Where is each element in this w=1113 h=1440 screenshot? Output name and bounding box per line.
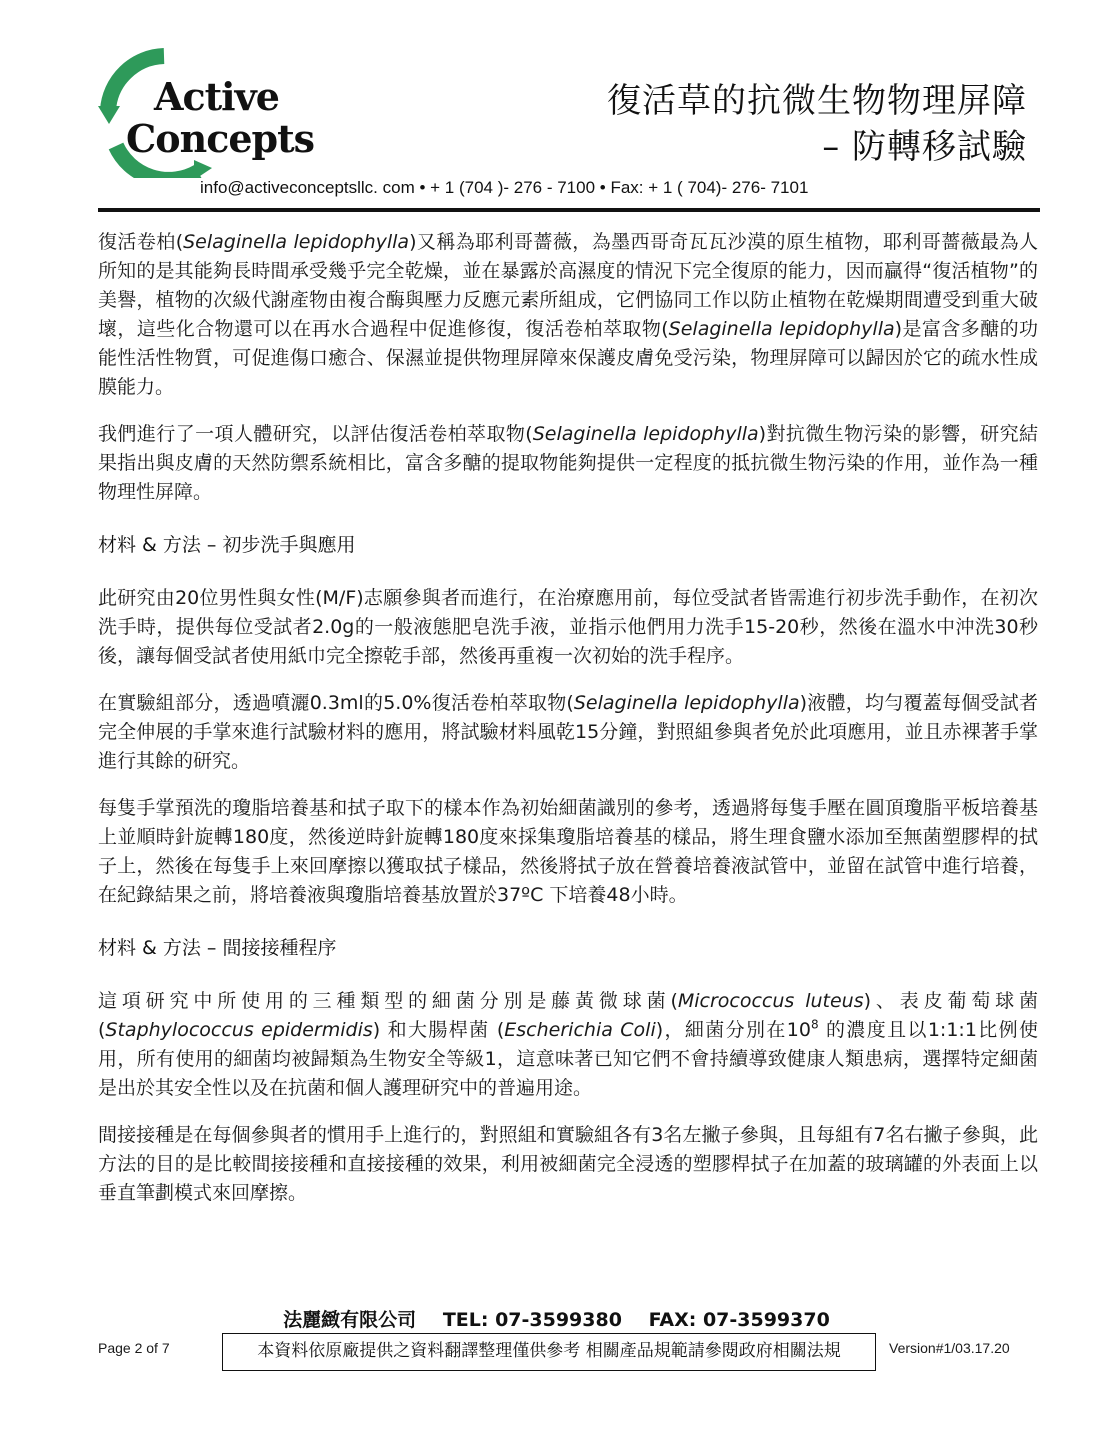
species-name: Selaginella lepidophylla — [532, 423, 759, 445]
active-concepts-logo — [98, 48, 318, 178]
document-body — [98, 228, 1038, 1226]
disclaimer-box: 本資料依原廠提供之資料翻譯整理僅供參考 相關產品規範請參閱政府相關法規 — [222, 1333, 876, 1371]
section1-paragraph-1: 此研究由20位男性與女性(M/F)志願參與者而進行，在治療應用前，每位受試者皆需進行初步洗手動作，在初次洗手時，提供每位受試者2.0g的一般液態肥皂洗手液，並指示他們用力洗手15-20秒，然後在溫水中沖洗30秒後，讓每個受試者使用紙巾完全擦乾手部，然後再重複一次初始的洗手程序。 — [98, 587, 1038, 667]
header-divider — [98, 208, 1040, 212]
species-name: Escherichia Coli — [504, 1019, 656, 1041]
species-name: Selaginella lepidophylla — [573, 692, 800, 714]
company-fax: FAX: 07-3599370 — [648, 1309, 830, 1331]
species-name: Selaginella lepidophylla — [668, 318, 895, 340]
intro-paragraph-2: 我們進行了一項人體研究，以評估復活卷柏萃取物(Selaginella lepidophylla)對抗微生物污染的影響，研究結果指出與皮膚的天然防禦系統相比，富含多醣的提取物能夠提供一定程度的抵抗微生物污染的作用，並作為一種物理性屏障。 — [98, 423, 1038, 503]
logo-text-active: Active — [154, 74, 279, 119]
footer-company-line — [0, 1305, 1113, 1332]
exponent: 8 — [810, 1017, 819, 1032]
section1-paragraph-3: 每隻手掌預洗的瓊脂培養基和拭子取下的樣本作為初始細菌識別的參考，透過將每隻手壓在圓頂瓊脂平板培養基上並順時針旋轉180度，然後逆時針旋轉180度來採集瓊脂培養基的樣品，將生理食鹽水添加至無菌塑膠桿的拭子上，然後在每隻手上來回摩擦以獲取拭子樣品，然後將拭子放在營養培養液試管中，並留在試管中進行培養，在紀錄結果之前，將培養液與瓊脂培養基放置於37ºC 下培養48小時。 — [98, 797, 1038, 906]
company-name: 法麗緻有限公司 — [283, 1309, 417, 1331]
species-name: Selaginella lepidophylla — [183, 231, 410, 253]
page-header — [0, 0, 1113, 215]
title-line-1: 復活草的抗微生物物理屏障 — [607, 81, 1027, 121]
section2-paragraph-1: 這項研究中所使用的三種類型的細菌分別是藤黃微球菌(Micrococcus luteus)、表皮葡萄球菌(Staphylococcus epidermidis) 和大腸桿菌 (Escherichia Coli)，細菌分別在$10^8$ 的濃度且以1:1:1比例使用，所有使用的細菌均被歸類為生物安全等級1，這意味著已知它們不會持續導致健康人類患病，選擇特定細菌是出於其安全性以及在抗菌和個人護理研究中的普遍用途。 — [98, 990, 1039, 1099]
section-heading-initial-handwash: 材料 & 方法 – 初步洗手與應用 — [98, 534, 356, 556]
section1-paragraph-2: 在實驗組部分，透過噴灑0.3ml的5.0%復活卷柏萃取物(Selaginella lepidophylla)液體，均勻覆蓋每個受試者完全伸展的手掌來進行試驗材料的應用，將試驗材料風乾15分鐘，對照組參與者免於此項應用，並且赤裸著手掌進行其餘的研究。 — [98, 692, 1039, 772]
section-heading-indirect-inoculation: 材料 & 方法 – 間接接種程序 — [98, 937, 337, 959]
version-label: Version#1/03.17.20 — [889, 1340, 1010, 1356]
document-title — [607, 78, 1027, 170]
company-tel: TEL: 07-3599380 — [442, 1309, 622, 1331]
species-name: Staphylococcus epidermidis — [105, 1019, 373, 1041]
title-line-2: – 防轉移試驗 — [822, 127, 1027, 167]
contact-info: info@activeconceptsllc. com • + 1 (704 )- 276 - 7100 • Fax: + 1 ( 704)- 276- 7101 — [200, 178, 809, 197]
section2-paragraph-2: 間接接種是在每個參與者的慣用手上進行的，對照組和實驗組各有3名左撇子參與，且每組有7名右撇子參與，此方法的目的是比較間接接種和直接接種的效果，利用被細菌完全浸透的塑膠桿拭子在加蓋的玻璃罐的外表面上以垂直筆劃模式來回摩擦。 — [98, 1124, 1038, 1204]
page-number: Page 2 of 7 — [98, 1340, 170, 1356]
logo-text-concepts: Concepts — [126, 116, 315, 161]
intro-paragraph-1: 復活卷柏(Selaginella lepidophylla)又稱為耶利哥薔薇，為墨西哥奇瓦瓦沙漠的原生植物，耶利哥薔薇最為人所知的是其能夠長時間承受幾乎完全乾燥，並在暴露於高濕度的情況下完全復原的能力，因而贏得“復活植物”的美譽，植物的次級代謝產物由複合酶與壓力反應元素所組成，它們協同工作以防止植物在乾燥期間遭受到重大破壞，這些化合物還可以在再水合過程中促進修復，復活卷柏萃取物(Selaginella lepidophylla)是富含多醣的功能性活性物質，可促進傷口癒合、保濕並提供物理屏障來保護皮膚免受污染，物理屏障可以歸因於它的疏水性成膜能力。 — [98, 231, 1038, 398]
species-name: Micrococcus luteus — [677, 990, 864, 1012]
